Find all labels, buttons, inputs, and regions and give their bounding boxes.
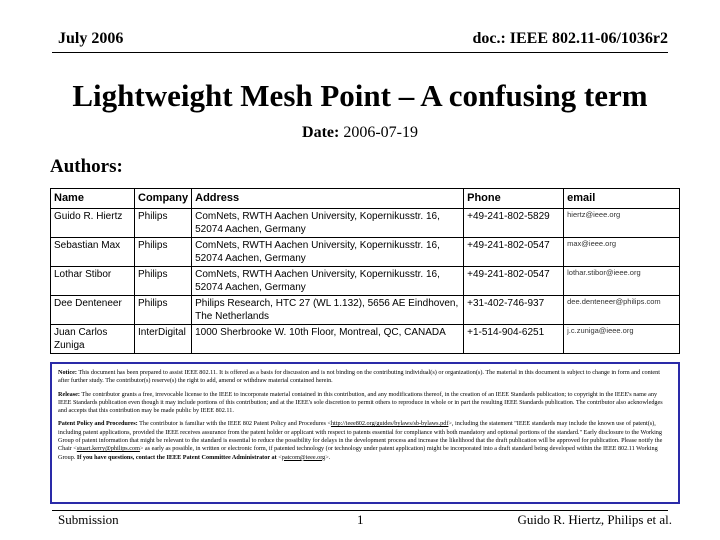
header-divider	[52, 52, 668, 53]
author-email: max@ieee.org	[564, 238, 680, 267]
table-row	[51, 296, 680, 325]
author-phone: +49-241-802-0547	[464, 238, 564, 267]
patcom-email-link[interactable]: patcom@ieee.org	[281, 453, 326, 461]
notice-text: This document has been prepared to assist IEEE 802.11. It is offered as a basis for discussion and is not binding on the contributing individual(s) or organization(s). The material in this document is subject to change in form and content after further study. The contributor(s) reserve(s) the right to add, amend or withdraw material contained herein.	[58, 369, 660, 385]
table-row	[51, 267, 680, 296]
authors-table-container	[50, 188, 680, 354]
author-company: Philips	[135, 267, 192, 296]
release-paragraph	[58, 391, 672, 416]
author-phone: +31-402-746-937	[464, 296, 564, 325]
author-address: 1000 Sherbrooke W. 10th Floor, Montreal, QC, CANADA	[192, 325, 464, 354]
patent-text-e: >.	[325, 453, 331, 461]
footer-divider	[52, 510, 668, 511]
author-name: Juan Carlos Zuniga	[51, 325, 135, 354]
footer-author: Guido R. Hiertz, Philips et al.	[517, 512, 672, 527]
footer-page-number: 1	[357, 512, 364, 527]
author-email: j.c.zuniga@ieee.org	[564, 325, 680, 354]
notice-box	[50, 362, 680, 504]
release-label: Release:	[58, 390, 80, 398]
notice-label: Notice:	[58, 369, 77, 376]
notice-paragraph	[58, 369, 672, 386]
author-email: hiertz@ieee.org	[564, 209, 680, 238]
author-phone: +49-241-802-0547	[464, 267, 564, 296]
table-row	[51, 238, 680, 267]
authors-table	[50, 188, 680, 354]
header-doc-id: doc.: IEEE 802.11-06/1036r2	[472, 30, 668, 47]
date-label: Date:	[302, 124, 340, 141]
author-address: Philips Research, HTC 27 (WL 1.132), 5656 AE Eindhoven, The Netherlands	[192, 296, 464, 325]
patent-text-c: > as early as possible, in written or electronic form, if patented technology (or technology under patent application) might be incorporated into a draft standard being developed within the IEEE 802.11 Working Group.	[58, 445, 658, 461]
author-address: ComNets, RWTH Aachen University, Kopernikusstr. 16, 52074 Aachen, Germany	[192, 209, 464, 238]
table-row	[51, 209, 680, 238]
patent-label: Patent Policy and Procedures:	[58, 420, 138, 428]
author-address: ComNets, RWTH Aachen University, Kopernikusstr. 16, 52074 Aachen, Germany	[192, 267, 464, 296]
author-name: Guido R. Hiertz	[51, 209, 135, 238]
author-email: lothar.stibor@ieee.org	[564, 267, 680, 296]
author-company: Philips	[135, 209, 192, 238]
table-header-row	[51, 189, 680, 209]
header-company: Company	[135, 189, 192, 209]
date-line	[0, 124, 720, 142]
release-text: The contributor grants a free, irrevocable license to the IEEE to incorporate material contained in this contribution, and any modifications thereof, in the creation of an IEEE Standards publication; to copyright in the IEEE's name any IEEE Standards publication even though it may include portions of this contribution; and at the IEEE's sole discretion to permit others to reproduce in whole or in part the resulting IEEE Standards publication. The contributor also acknowledges and accepts that this contribution may be made public by IEEE 802.11.	[58, 390, 663, 415]
patent-text-b: >, including the statement "IEEE standards may include the known use of patent(s), including patent applications, provided the IEEE receives assurance from the patent holder or applicant with respect to patents essential for compliance with both mandatory and optional portions of the standard." Early disclosure to the Working Group of patent information that might be relevant to the standard is essential to reduce the possibility for delays in the development process and increase the likelihood that the draft publication will be approved for publication. Please notify the Chair <	[58, 420, 663, 453]
header-email: email	[564, 189, 680, 209]
table-row	[51, 325, 680, 354]
author-company: InterDigital	[135, 325, 192, 354]
header-date: July 2006	[58, 30, 124, 47]
author-address: ComNets, RWTH Aachen University, Kopernikusstr. 16, 52074 Aachen, Germany	[192, 238, 464, 267]
patent-contact-label: If you have questions, contact the IEEE Patent Committee Administrator at	[76, 453, 277, 461]
author-phone: +49-241-802-5829	[464, 209, 564, 238]
slide-title: Lightweight Mesh Point – A confusing term	[72, 78, 648, 113]
author-name: Dee Denteneer	[51, 296, 135, 325]
author-company: Philips	[135, 296, 192, 325]
author-email: dee.denteneer@philips.com	[564, 296, 680, 325]
patent-text-d: <	[276, 453, 282, 461]
chair-email-link[interactable]: stuart.kerry@philips.com	[76, 445, 140, 453]
header-address: Address	[192, 189, 464, 209]
footer-submission: Submission	[58, 512, 119, 527]
author-phone: +1-514-904-6251	[464, 325, 564, 354]
author-company: Philips	[135, 238, 192, 267]
patent-text-a: The contributor is familiar with the IEEE 802 Patent Policy and Procedures <	[137, 420, 331, 428]
patent-paragraph	[58, 420, 672, 461]
author-name: Sebastian Max	[51, 238, 135, 267]
header-name: Name	[51, 189, 135, 209]
date-value: 2006-07-19	[343, 124, 418, 141]
bylaws-link[interactable]: http://ieee802.org/guides/bylaws/sb-bylaws.pdf	[330, 420, 449, 428]
authors-heading: Authors:	[50, 156, 123, 177]
author-name: Lothar Stibor	[51, 267, 135, 296]
header-phone: Phone	[464, 189, 564, 209]
